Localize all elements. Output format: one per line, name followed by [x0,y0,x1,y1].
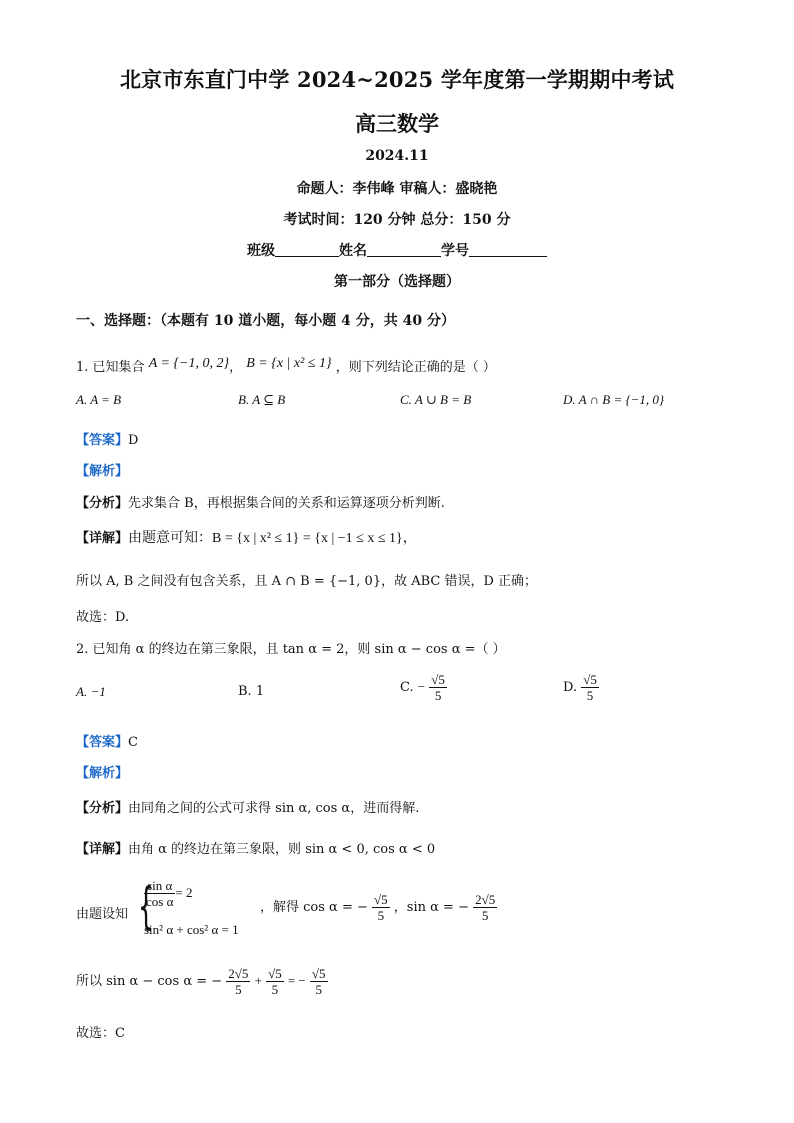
fraction-denominator: 5 [271,982,279,997]
fraction-denominator: 5 [481,908,489,923]
name-blank [367,242,441,257]
fraction-denominator: 5 [315,982,322,997]
q1-conclusion: 所以 A, B 之间没有包含关系，且 A ∩ B = {−1, 0}，故 ABC 错误，D 正确； [76,574,538,589]
q2-solution [260,892,497,923]
plus-sign: + [254,973,262,988]
class-label: 班级 [247,243,275,259]
q1-detail [76,527,417,547]
q2-jiexi-tag: 【解析】 [76,766,129,781]
q1-option-c: C. A ∪ B = B [400,392,472,407]
q2-option-c-sign: − [417,679,426,694]
cos-value-fraction [372,892,390,923]
equals-minus: = − [287,973,306,988]
answer-tag: 【答案】 [76,433,129,448]
q1-prefix: 1. 已知集合 [76,360,145,375]
detail-tag: 【详解】 [76,531,129,546]
q2-analysis-text: 由同角之间的公式可求得 sin α, cos α，进而得解. [128,801,420,816]
result-fraction [310,966,328,997]
q2-option-c-fraction [429,672,447,703]
q1-option-b: B. A ⊆ B [238,392,286,407]
q2-setup-label: 由题设知 [76,907,129,922]
fraction-denominator: 5 [377,908,385,923]
exam-date: 2024.11 [365,148,429,164]
id-blank [469,242,547,257]
q2-choose: 故选：C [76,1026,125,1041]
eq1-rhs: = 2 [175,885,193,900]
q2-option-a: A. −1 [76,684,106,699]
exam-subtitle: 高三数学 [355,111,439,136]
q2-stem: 2. 已知角 α 的终边在第三象限，且 tan α = 2，则 sin α − cos α =（ ） [76,642,506,657]
sin-value-fraction [473,892,497,923]
fraction-numerator: √5 [374,892,388,907]
student-info-line [0,240,794,260]
q2-system-eq1 [144,878,192,909]
q1-answer [76,429,138,448]
term2-fraction [266,966,284,997]
q1-option-d: D. A ∩ B = {−1, 0} [563,392,665,407]
fraction-numerator: √5 [583,672,597,687]
therefore-text: 所以 sin α − cos α = − [76,974,223,989]
q1-stem: 1. 已知集合 A = {−1, 0, 2}， B = {x | x² ≤ 1} ，则下列结论正确的是（ ） [76,356,496,375]
fraction-numerator: 2√5 [475,892,496,907]
q2-detail [76,838,435,857]
q1-set-b: B = {x | x² ≤ 1} [246,356,332,371]
fraction-numerator: sin α [144,878,175,894]
fraction-numerator: √5 [431,672,445,687]
section-heading: 一、选择题：（本题有 10 道小题，每小题 4 分，共 40 分） [76,313,455,329]
q2-option-c-label: C. [400,680,414,695]
fraction-numerator: √5 [311,966,326,981]
id-label: 学号 [441,243,469,259]
q1-analysis [76,492,445,511]
answer-tag: 【答案】 [76,735,129,750]
q1-choose: 故选：D. [76,610,130,625]
fraction-denominator: 5 [434,688,442,703]
q1-suffix: ，则下列结论正确的是（ ） [335,360,496,375]
q2-system-eq2: sin² α + cos² α = 1 [144,922,239,937]
sin-over-cos [144,878,175,909]
fraction-denominator: cos α [146,894,174,909]
exam-authors: 命题人：李伟峰 审稿人：盛晓艳 [296,181,498,197]
exam-time-score: 考试时间：120 分钟 总分：150 分 [283,212,511,228]
q2-option-d-label: D. [563,680,578,695]
left-brace-icon: { [137,877,154,935]
q2-option-b: B. 1 [238,684,265,699]
part-heading: 第一部分（选择题） [334,274,460,290]
q2-answer [76,731,138,750]
exam-title: 北京市东直门中学 2024~2025 学年度第一学期期中考试 [119,67,675,92]
detail-tag: 【详解】 [76,842,129,857]
q2-option-c [400,672,447,703]
analysis-tag: 【分析】 [76,496,129,511]
fraction-numerator: √5 [268,966,282,981]
fraction-denominator: 5 [586,688,594,703]
q1-answer-value: D [128,433,139,448]
sin-text: ，sin α = − [393,900,469,915]
q2-answer-value: C [128,735,138,750]
solve-text: ，解得 cos α = − [260,900,368,915]
q2-analysis [76,797,419,816]
q1-set-a: A = {−1, 0, 2} [148,356,230,371]
q1-jiexi-tag: 【解析】 [76,464,129,479]
q2-therefore [76,966,328,997]
q1-detail-text: 由题意可知：B = {x | x² ≤ 1} = {x | −1 ≤ x ≤ 1}， [128,531,417,546]
q2-detail-text: 由角 α 的终边在第三象限，则 sin α < 0, cos α < 0 [128,842,436,857]
q1-option-a: A. A = B [76,392,122,407]
term1-fraction [226,966,250,997]
name-label: 姓名 [339,243,367,259]
class-blank [275,242,339,257]
q2-option-d-fraction [581,672,599,703]
analysis-tag: 【分析】 [76,801,129,816]
fraction-numerator: 2√5 [228,966,249,981]
q1-analysis-text: 先求集合 B，再根据集合间的关系和运算逐项分析判断. [128,496,445,511]
fraction-denominator: 5 [235,982,242,997]
q2-option-d [563,672,599,703]
